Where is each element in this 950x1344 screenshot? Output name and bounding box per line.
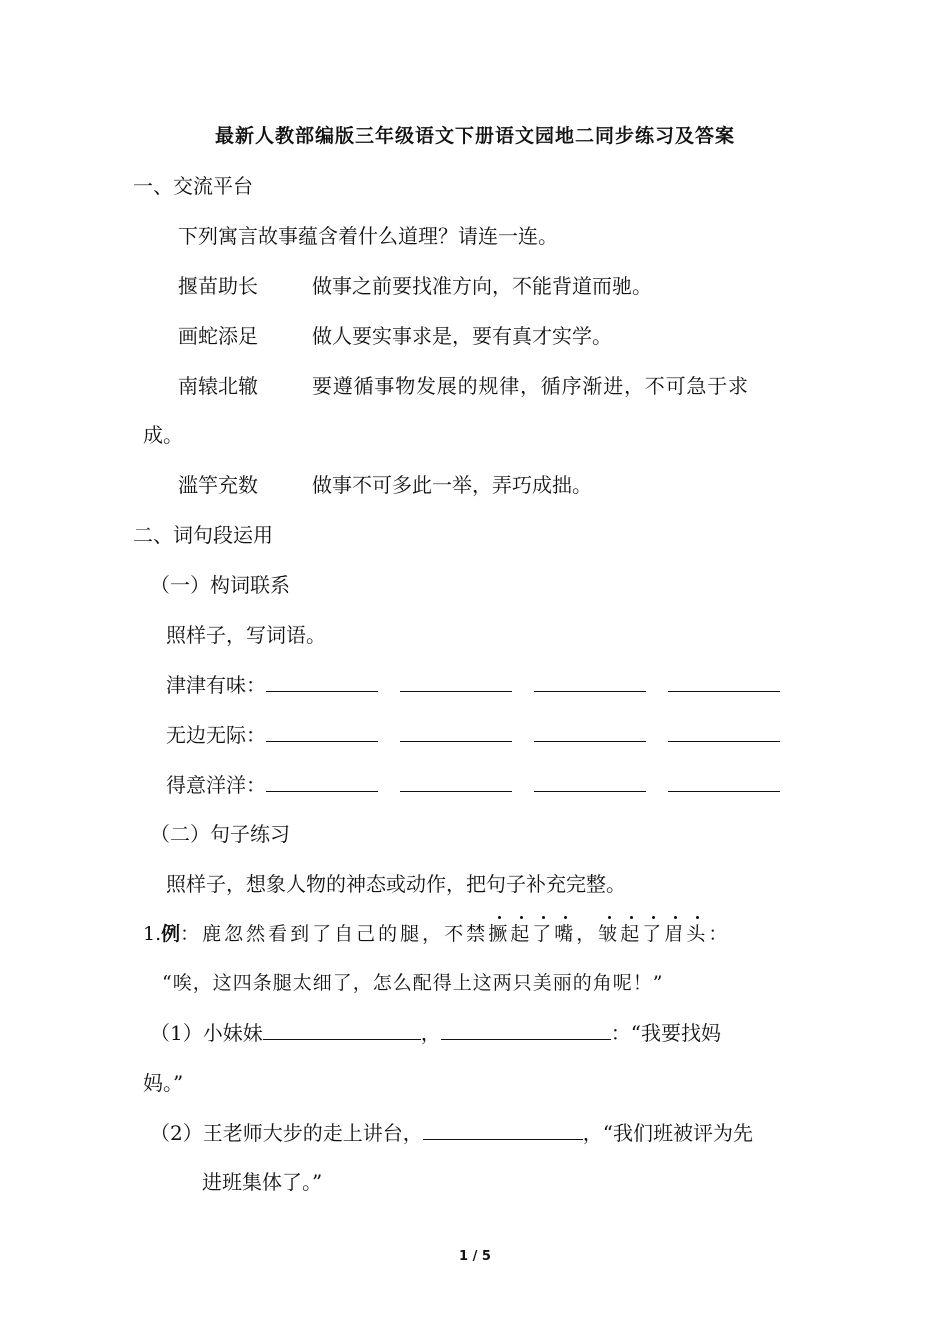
answer-blank[interactable]	[534, 723, 646, 742]
subsection-prompt: 照样子，想象人物的神态或动作，把句子补充完整。	[166, 872, 626, 896]
answer-blank[interactable]	[668, 723, 780, 742]
word-row-label: 得意洋洋：	[166, 773, 266, 797]
example-quote: “唉，这四条腿太细了，怎么配得上这两只美丽的角呢！”	[162, 972, 664, 994]
answer-blank[interactable]	[266, 723, 378, 742]
answer-blank[interactable]	[668, 773, 780, 792]
emphasis-dots	[598, 923, 708, 945]
emphasis-dotted-text	[598, 923, 708, 945]
answer-blank[interactable]	[263, 1021, 421, 1040]
idiom-term: 揠苗助长	[178, 274, 258, 298]
idiom-pair	[178, 272, 652, 300]
emphasis-char: 了	[642, 923, 665, 945]
answer-blank[interactable]	[423, 1121, 583, 1140]
idiom-pair	[178, 471, 592, 499]
emphasis-dotted-text	[488, 923, 576, 945]
question-1-tail: ：“我要找妈	[610, 1021, 721, 1045]
answer-blank[interactable]	[441, 1021, 611, 1040]
answer-blank[interactable]	[534, 673, 646, 692]
emphasis-char: 起	[620, 923, 643, 945]
example-comma: ，	[576, 923, 599, 945]
example-end: ：	[708, 923, 731, 945]
subsection-heading: （一）构词联系	[150, 573, 290, 597]
question-2-wrap: 进班集体了。”	[202, 1170, 323, 1194]
answer-blank[interactable]	[534, 773, 646, 792]
example-text: 鹿忽然看到了自己的腿，不禁	[202, 923, 489, 945]
section2-heading: 二、词句段运用	[133, 523, 273, 547]
answer-blank[interactable]	[668, 673, 780, 692]
idiom-term: 南辕北辙	[178, 374, 258, 398]
word-row	[166, 771, 802, 799]
document-title: 最新人教部编版三年级语文下册语文园地二同步练习及答案	[214, 125, 735, 147]
example-sentence	[143, 920, 730, 948]
idiom-meaning: 要遵循事物发展的规律，循序渐进，不可急于求	[312, 374, 749, 398]
emphasis-char: 起	[510, 923, 533, 945]
word-row	[166, 671, 802, 699]
example-number: 1.	[143, 923, 162, 945]
word-row-label: 无边无际：	[166, 723, 266, 747]
idiom-term: 画蛇添足	[178, 324, 258, 348]
emphasis-char: 头	[686, 923, 709, 945]
question-1	[150, 1019, 721, 1047]
idiom-meaning: 做人要实事求是，要有真才实学。	[312, 324, 612, 348]
page-number: 1 / 5	[459, 1249, 491, 1264]
answer-blank[interactable]	[400, 673, 512, 692]
idiom-pair	[178, 372, 749, 400]
idiom-pair	[178, 322, 612, 350]
answer-blank[interactable]	[266, 773, 378, 792]
idiom-term: 滥竽充数	[178, 473, 258, 497]
idiom-meaning: 做事不可多此一举，弄巧成拙。	[312, 473, 592, 497]
answer-blank[interactable]	[266, 673, 378, 692]
question-2-label: （2）王老师大步的走上讲台，	[150, 1121, 423, 1145]
word-row	[166, 721, 802, 749]
emphasis-char: 眉	[664, 923, 687, 945]
question-1-comma: ，	[420, 1021, 441, 1045]
example-colon: ：	[180, 923, 203, 945]
emphasis-char: 撅	[488, 923, 511, 945]
subsection-prompt: 照样子，写词语。	[166, 623, 326, 647]
emphasis-dots	[488, 923, 576, 945]
section1-heading: 一、交流平台	[133, 174, 253, 198]
emphasis-char: 皱	[598, 923, 621, 945]
subsection-heading: （二）句子练习	[150, 822, 290, 846]
answer-blank[interactable]	[400, 723, 512, 742]
word-row-label: 津津有味：	[166, 673, 266, 697]
emphasis-char: 嘴	[554, 923, 577, 945]
question-1-label: （1）小妹妹	[150, 1021, 263, 1045]
question-2-tail: ，“我们班被评为先	[582, 1121, 753, 1145]
idiom-meaning-wrap: 成。	[143, 423, 183, 447]
emphasis-char: 了	[532, 923, 555, 945]
example-label: 例	[161, 923, 181, 945]
question-2	[150, 1119, 753, 1147]
section1-prompt: 下列寓言故事蕴含着什么道理？请连一连。	[178, 224, 558, 248]
answer-blank[interactable]	[400, 773, 512, 792]
idiom-meaning: 做事之前要找准方向，不能背道而驰。	[312, 274, 652, 298]
question-1-wrap: 妈。”	[143, 1071, 184, 1095]
